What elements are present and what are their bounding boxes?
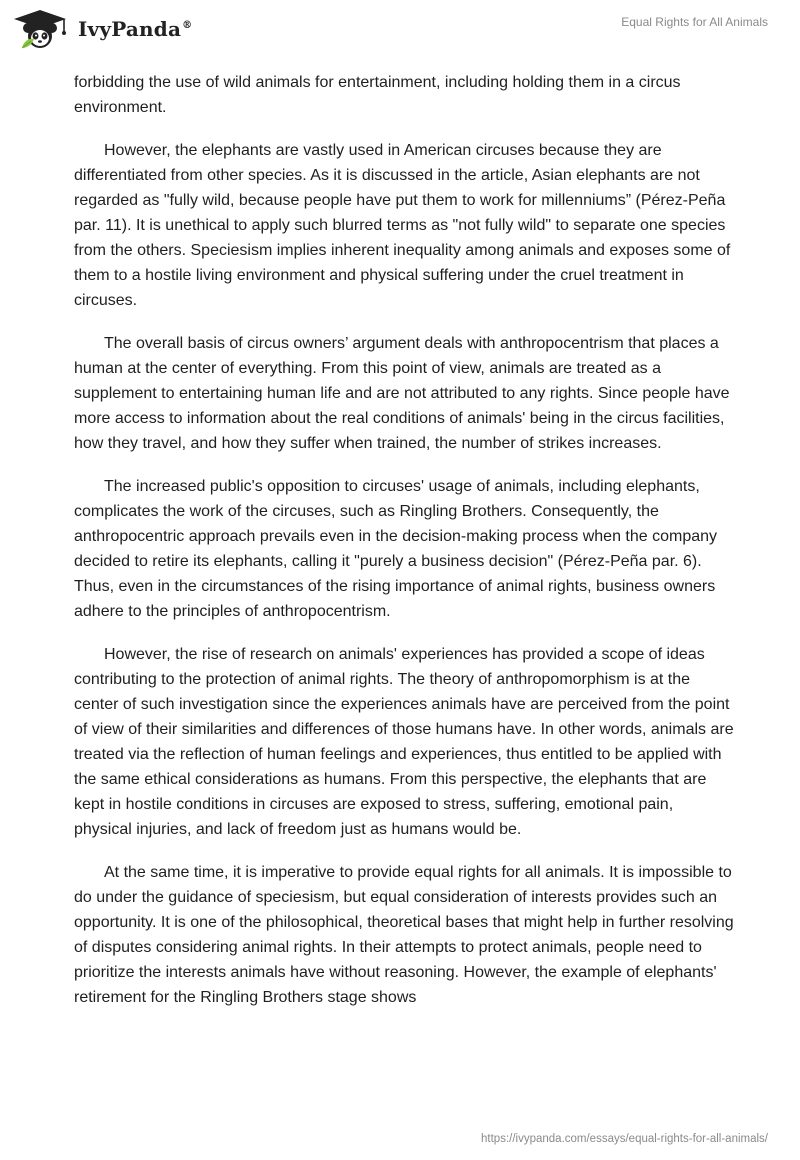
brand-name bbox=[78, 17, 192, 41]
paragraph: The increased public's opposition to circuses' usage of animals, including elephants, complicates the work of the circuses, such as Ringling Brothers. Consequently, the anthropocentric approach prevails even in the decision-making process when the company decided to retire its elephants, calling it "purely a business decision" (Pérez-Peña par. 6). Thus, even in the circumstances of the rising importance of animal rights, business owners adhere to the principles of anthropocentrism. bbox=[74, 478, 718, 620]
paragraph: However, the rise of research on animals' experiences has provided a scope of ideas contributing to the protection of animal rights. The theory of anthropomorphism is at the center of such investigation since the experiences animals have are perceived from the point of view of their similarities and differences of those humans have. In other words, animals are treated via the reflection of human feelings and experiences, thus entitled to be applied with the same ethical considerations as humans. From this perspective, the elephants that are kept in hostile conditions in circuses are exposed to stress, suffering, emotional pain, physical injuries, and lack of freedom just as humans would be. bbox=[74, 646, 734, 838]
brand-label: IvyPanda bbox=[78, 17, 182, 41]
page-header bbox=[0, 0, 800, 60]
paragraph: At the same time, it is imperative to provide equal rights for all animals. It is impossible to do under the guidance of speciesism, but equal consideration of interests provides such an opportunity. It is one of the philosophical, theoretical bases that might help in further resolving of disputes considering animal rights. In their attempts to protect animals, people need to prioritize the interests animals have without reasoning. However, the example of elephants' retirement for the Ringling Brothers stage shows bbox=[74, 864, 734, 1006]
paragraph: The overall basis of circus owners’ argument deals with anthropocentrism that places a human at the center of everything. From this point of view, animals are treated as a supplement to entertaining human life and are not attributed to any rights. Since people have more access to information about the real conditions of animals' being in the circus facilities, how they travel, and how they suffer when trained, the number of strikes increases. bbox=[74, 335, 730, 452]
registered-mark: ® bbox=[182, 20, 193, 32]
running-title: Equal Rights for All Animals bbox=[621, 15, 768, 29]
paragraph-continuation: forbidding the use of wild animals for entertainment, including holding them in a circus environment. bbox=[74, 74, 681, 116]
paragraph: However, the elephants are vastly used in American circuses because they are differentiated from other species. As it is discussed in the article, Asian elephants are not regarded as "fully wild, because people have put them to work for millenniums” (Pérez-Peña par. 11). It is unethical to apply such blurred terms as "not fully wild" to separate one species from the others. Speciesism implies inherent inequality among animals and exposes some of them to a hostile living environment and physical suffering under the cruel treatment in circuses. bbox=[74, 142, 731, 309]
essay-body bbox=[74, 70, 734, 1028]
source-url[interactable]: https://ivypanda.com/essays/equal-rights-for-all-animals/ bbox=[481, 1133, 768, 1145]
ivypanda-logo[interactable] bbox=[14, 8, 192, 50]
panda-graduate-icon bbox=[14, 8, 72, 50]
